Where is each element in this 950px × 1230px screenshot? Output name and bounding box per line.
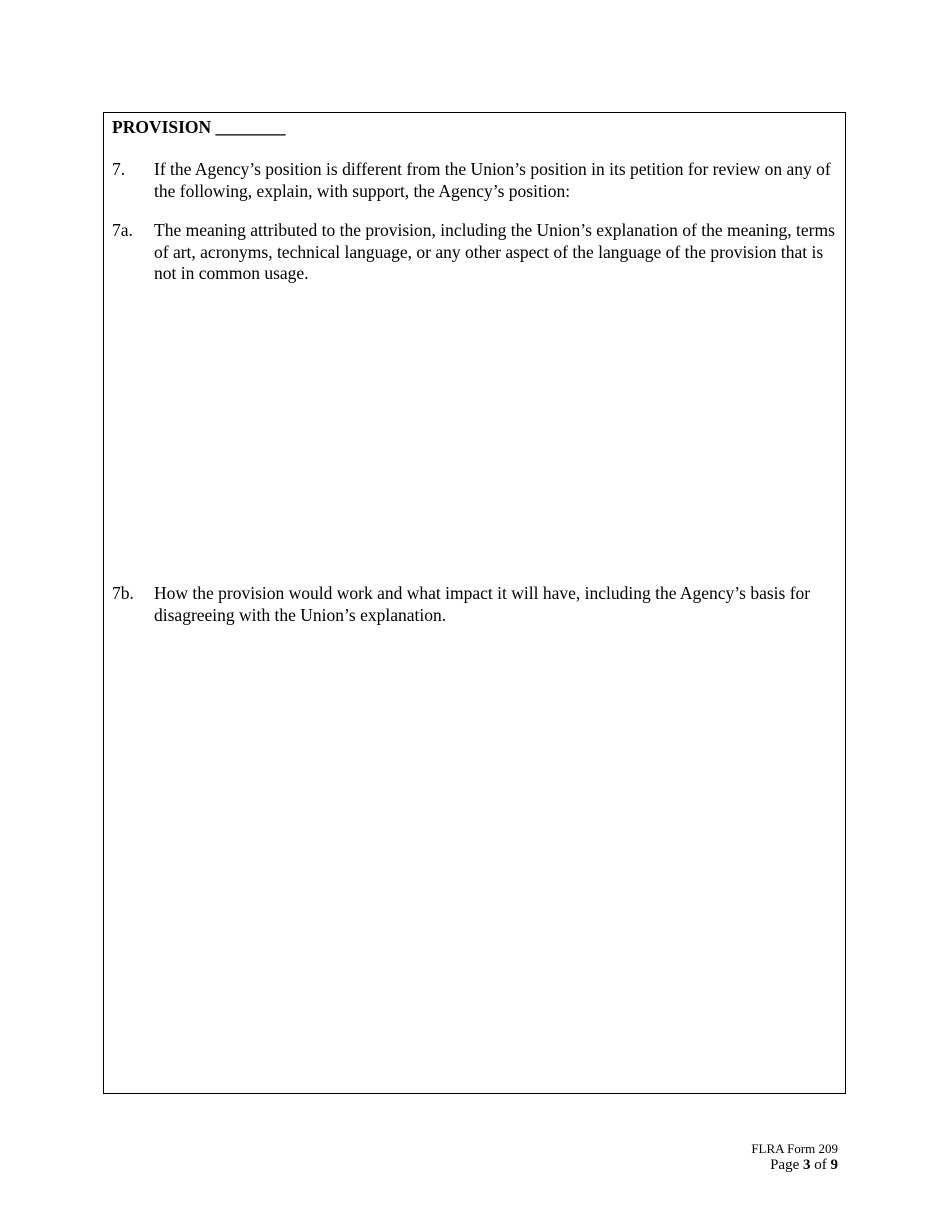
page-total: 9 bbox=[830, 1157, 838, 1173]
question-7a-text: The meaning attributed to the provision, including the Union’s explanation of the meaning, terms of art, acronyms, technical language, or any other aspect of the language of the provision that is not in common usage. bbox=[154, 220, 835, 283]
page-word: Page bbox=[770, 1157, 800, 1173]
page-footer bbox=[751, 1141, 838, 1174]
page-of: of bbox=[814, 1157, 827, 1173]
page-number bbox=[751, 1156, 838, 1174]
question-7-number: 7. bbox=[112, 159, 126, 179]
question-7a-number: 7a. bbox=[112, 220, 133, 240]
form-id: FLRA Form 209 bbox=[751, 1141, 838, 1156]
form-box bbox=[103, 112, 846, 1094]
question-7-text: If the Agency’s position is different from the Union’s position in its petition for review on any of the following, explain, with support, the Agency’s position: bbox=[154, 159, 831, 201]
question-7 bbox=[112, 159, 837, 202]
question-7a bbox=[112, 220, 837, 285]
provision-heading: PROVISION ________ bbox=[112, 117, 286, 137]
question-7b-number: 7b. bbox=[112, 583, 134, 603]
page-current: 3 bbox=[803, 1157, 811, 1173]
question-7b bbox=[112, 583, 837, 626]
question-7b-text: How the provision would work and what impact it will have, including the Agency’s basis for disagreeing with the Union’s explanation. bbox=[154, 583, 811, 625]
